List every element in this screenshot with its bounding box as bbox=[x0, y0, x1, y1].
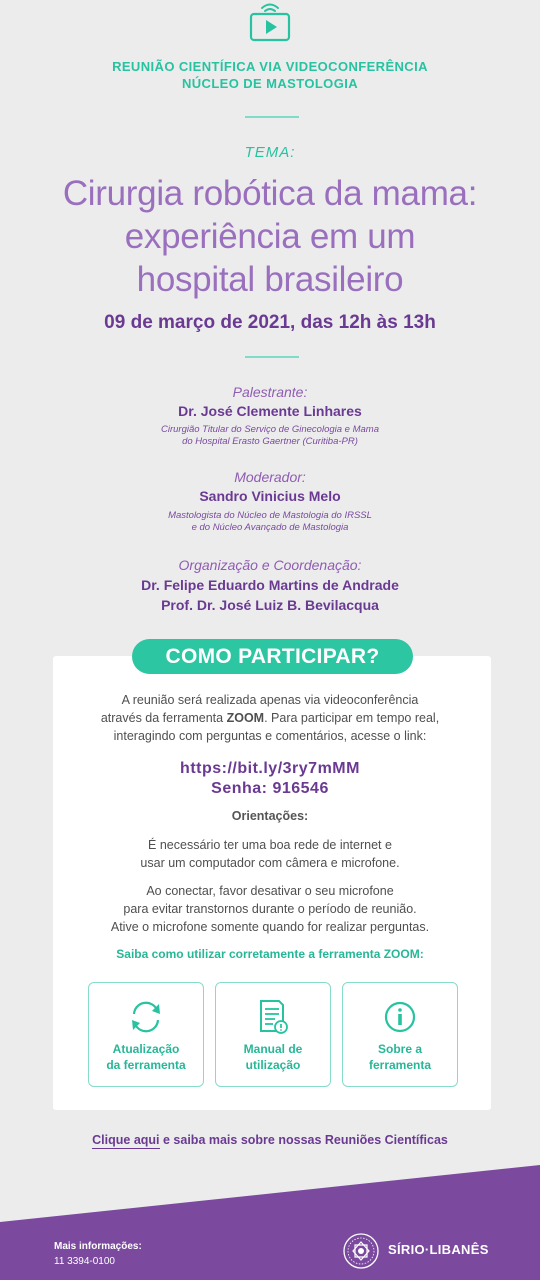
guideline-line: para evitar transtornos durante o período de reunião. bbox=[123, 902, 417, 916]
brand-name: SÍRIO·LIBANÊS bbox=[388, 1242, 489, 1257]
theme-title-line: experiência em um bbox=[124, 217, 416, 256]
theme-title bbox=[0, 172, 540, 301]
tile-label bbox=[216, 1041, 330, 1073]
zoom-tool-name: ZOOM bbox=[226, 711, 265, 725]
organization-role: Organização e Coordenação: bbox=[178, 557, 362, 573]
moderator-description bbox=[0, 510, 540, 534]
moderator-desc-line: e do Núcleo Avançado de Mastologia bbox=[191, 522, 349, 533]
phone-number: 11 3394-0100 bbox=[54, 1256, 115, 1267]
guideline-line: Ative o microfone somente quando for realizar perguntas. bbox=[110, 920, 430, 934]
theme-label: TEMA: bbox=[244, 144, 296, 161]
meeting-link[interactable]: https://bit.ly/3ry7mMM bbox=[180, 760, 360, 777]
speaker-desc-line: do Hospital Erasto Gaertner (Curitiba-PR) bbox=[182, 436, 358, 447]
info-icon bbox=[380, 997, 420, 1037]
tile-label bbox=[343, 1041, 457, 1073]
click-here-link[interactable]: Clique aqui bbox=[92, 1133, 160, 1147]
participation-intro bbox=[0, 691, 540, 745]
moderator-name: Sandro Vinicius Melo bbox=[199, 488, 341, 504]
intro-line: A reunião será realizada apenas via videoconferência bbox=[121, 693, 419, 707]
intro-text: através da ferramenta bbox=[100, 711, 227, 725]
speaker-name: Dr. José Clemente Linhares bbox=[178, 403, 362, 419]
event-date: 09 de março de 2021, das 12h às 13h bbox=[104, 312, 436, 333]
tile-label-line: da ferramenta bbox=[106, 1058, 186, 1072]
guideline-line: Ao conectar, favor desativar o seu microfone bbox=[146, 884, 394, 898]
video-play-icon bbox=[247, 0, 293, 46]
speaker-desc-line: Cirurgião Titular do Serviço de Ginecologia e Mama bbox=[161, 424, 379, 435]
more-info-text bbox=[0, 1133, 540, 1147]
hospital-seal-icon bbox=[342, 1232, 380, 1270]
user-manual-tile[interactable] bbox=[215, 982, 331, 1087]
guidelines-title: Orientações: bbox=[231, 809, 309, 823]
refresh-icon bbox=[126, 997, 166, 1037]
tile-label-line: ferramenta bbox=[368, 1058, 432, 1072]
divider bbox=[245, 116, 299, 118]
event-type-heading bbox=[0, 58, 540, 92]
guideline-line: É necessário ter uma boa rede de internet e bbox=[148, 838, 392, 852]
event-type-line1: REUNIÃO CIENTÍFICA VIA VIDEOCONFERÊNCIA bbox=[112, 59, 428, 74]
manual-document-icon bbox=[253, 997, 293, 1037]
event-type-line2: NÚCLEO DE MASTOLOGIA bbox=[181, 76, 359, 91]
tile-label-line: Sobre a bbox=[377, 1042, 422, 1056]
intro-line: interagindo com perguntas e comentários, acesse o link: bbox=[113, 729, 427, 743]
guideline-line: usar um computador com câmera e microfone. bbox=[140, 856, 400, 870]
about-tool-tile[interactable] bbox=[342, 982, 458, 1087]
theme-title-line: Cirurgia robótica da mama: bbox=[62, 174, 478, 213]
moderator-desc-line: Mastologista do Núcleo de Mastologia do IRSSL bbox=[168, 510, 372, 521]
meeting-password: Senha: 916546 bbox=[211, 780, 329, 797]
organizer-name: Prof. Dr. José Luiz B. Bevilacqua bbox=[161, 597, 379, 613]
moderator-role: Moderador: bbox=[234, 469, 306, 485]
speaker-description bbox=[0, 424, 540, 448]
tile-label bbox=[89, 1041, 203, 1073]
tile-label-line: Atualização bbox=[112, 1042, 180, 1056]
tool-update-tile[interactable] bbox=[88, 982, 204, 1087]
theme-title-line: hospital brasileiro bbox=[136, 260, 404, 299]
guideline-microphone bbox=[0, 882, 540, 936]
guideline-connection bbox=[0, 836, 540, 872]
tile-label-line: Manual de bbox=[243, 1042, 303, 1056]
divider bbox=[245, 356, 299, 358]
how-to-participate-button[interactable]: COMO PARTICIPAR? bbox=[132, 639, 413, 674]
intro-text: . Para participar em tempo real, bbox=[264, 711, 440, 725]
more-info-rest: e saiba mais sobre nossas Reuniões Científicas bbox=[159, 1133, 448, 1147]
speaker-role: Palestrante: bbox=[232, 384, 308, 400]
tile-label-line: utilização bbox=[245, 1058, 301, 1072]
zoom-help-heading: Saiba como utilizar corretamente a ferramenta ZOOM: bbox=[116, 947, 424, 961]
intro-line bbox=[0, 709, 540, 727]
more-info-label: Mais informações: bbox=[54, 1241, 142, 1252]
organizer-name: Dr. Felipe Eduardo Martins de Andrade bbox=[141, 577, 399, 593]
